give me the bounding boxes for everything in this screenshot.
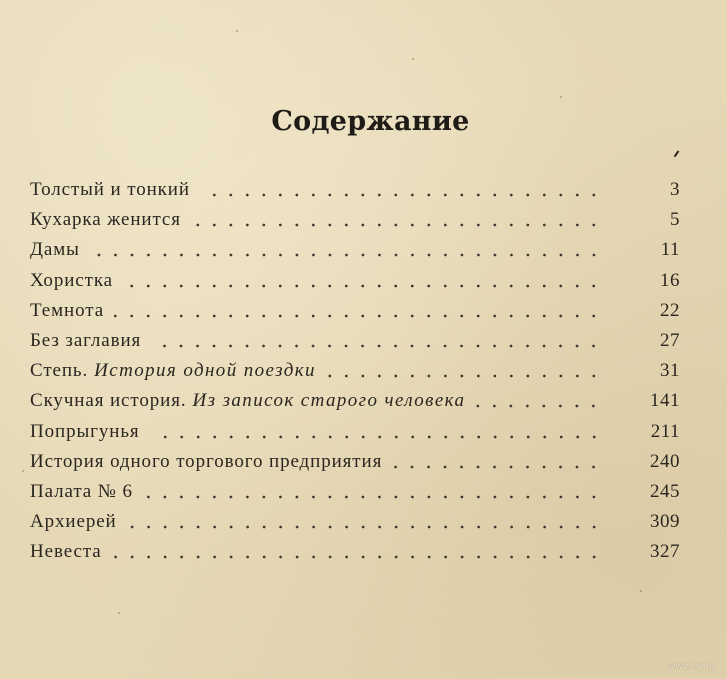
toc-entry-label: Невеста [30,541,102,563]
toc-entry [30,238,680,268]
toc-entry-title [30,359,316,383]
toc-entry-label: История одного торгового предприятия [30,450,383,472]
toc-entry-label: Дамы [30,239,80,261]
toc-page-number: 309 [650,511,680,533]
dot-leader [150,435,602,439]
toc-entry-title [30,389,465,413]
dot-leader [90,253,602,257]
toc-entry [30,299,680,329]
toc-entry [30,510,680,540]
toc-entry [30,269,680,299]
toc-entry [30,208,680,238]
toc-entry [30,389,680,419]
toc-page-number: 5 [670,209,680,231]
toc-entry-text [30,540,602,564]
toc-entry-text [30,269,602,293]
toc-page-number: 245 [650,481,680,502]
toc-entry-label: Темнота [30,299,105,321]
toc-entry [30,450,680,480]
dot-leader [200,193,602,197]
dot-leader [151,344,602,348]
toc-entry-text [30,359,602,383]
toc-entry-text [30,420,602,444]
toc-entry-title [30,299,104,323]
dot-leader [143,495,602,499]
watermark: www.ay.by [668,661,717,672]
toc-entry-title [30,269,113,293]
dot-leader [123,284,602,288]
toc-entry-label: Скучная история. [30,390,187,412]
toc-entry-text [30,299,602,323]
toc-entry-title [30,238,80,262]
toc-entry-title [30,329,141,353]
dot-leader [326,374,602,378]
toc-page-number: 327 [650,541,680,563]
dot-leader [114,314,602,318]
toc-entry-title [30,208,181,232]
toc-entry-label: Без заглавия [30,330,142,351]
toc-page-number: 3 [670,179,680,200]
toc-page-number: 141 [650,390,680,412]
dot-leader [191,223,602,227]
toc-entry [30,329,680,359]
toc-entry-label: Хористка [30,269,114,291]
toc-page-number: 31 [660,360,680,382]
toc-page-number: 16 [660,269,680,291]
toc-entry-label: Архиерей [30,511,117,533]
toc-entry [30,540,680,570]
toc-page-number: 11 [660,239,680,261]
toc-entry-label: Попрыгунья [30,420,140,442]
toc-entry-text [30,450,602,474]
toc-entry [30,420,680,450]
toc-entry-subtitle: Из записок старого человека [192,390,466,412]
toc-entry-title [30,510,117,534]
dot-leader [475,404,602,408]
toc-page-number: 27 [660,330,680,351]
toc-entry-label: Кухарка женится [30,209,181,231]
dot-leader [127,525,602,529]
toc-entry-text [30,238,602,262]
toc-entry-text [30,329,602,353]
toc-entry-text [30,208,602,232]
dot-leader [112,555,602,559]
toc-entry-text [30,480,602,504]
toc-entry-text [30,510,602,534]
toc-page-number: 22 [660,299,680,321]
toc-entry-subtitle: История одной поездки [94,360,316,382]
toc-entry-title [30,420,140,444]
toc-page-number: 240 [650,450,680,472]
toc-entry-title [30,480,133,504]
toc-entry-title [30,178,190,202]
page-title: Содержание [271,106,470,137]
toc-entry-title [30,540,102,564]
toc-entry-title [30,450,382,474]
toc-entry-label: Толстый и тонкий [30,179,190,200]
dot-leader [392,465,602,469]
toc-entry [30,359,680,389]
toc-entry-label: Степь. [30,360,89,382]
toc-entry-text [30,389,602,413]
toc-entry [30,480,680,510]
toc-entry-text [30,178,602,202]
toc-entry-label: Палата № 6 [30,481,133,502]
toc-entry [30,178,680,208]
toc-page-number: 211 [650,420,680,442]
